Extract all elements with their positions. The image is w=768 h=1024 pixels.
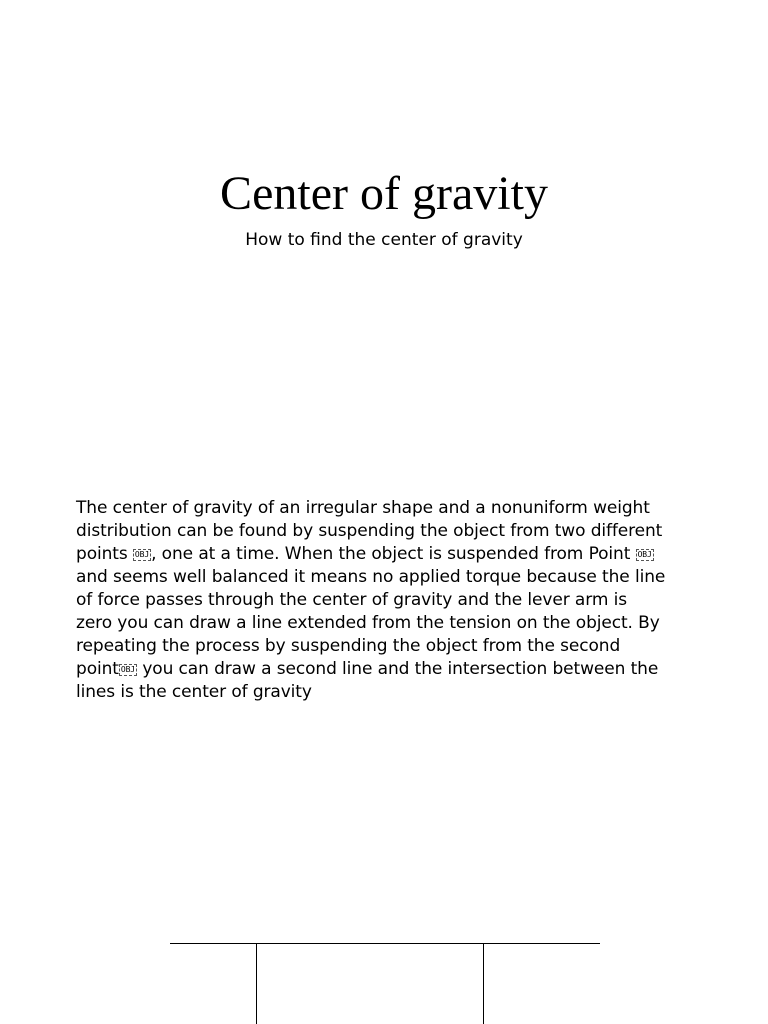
document-subtitle: How to find the center of gravity [245, 230, 523, 250]
paragraph-text-2: , one at a time. When the object is suspended from Point [151, 544, 636, 564]
object-placeholder-icon: OBJ [134, 550, 150, 559]
document-title: Center of gravity [220, 167, 548, 220]
body-paragraph [76, 497, 666, 704]
table-outline [170, 943, 600, 1024]
paragraph-text-4: you can draw a second line and the intersection between the lines is the center of gravity [76, 659, 659, 702]
object-placeholder-icon: OBJ [120, 665, 136, 674]
paragraph-text-1: The center of gravity of an irregular shape and a nonuniform weight distribution can be found by suspending the object from two different points [76, 498, 663, 564]
table-column-divider [256, 943, 257, 1024]
paragraph-text-3: and seems well balanced it means no applied torque because the line of force passes through the center of gravity and the lever arm is zero you can draw a line extended from the tension on the object. By repeating the process by suspending the object from the second point [76, 567, 666, 679]
object-placeholder-icon: OBJ [637, 550, 652, 559]
table-top-border [170, 943, 600, 944]
table-column-divider [483, 943, 484, 1024]
